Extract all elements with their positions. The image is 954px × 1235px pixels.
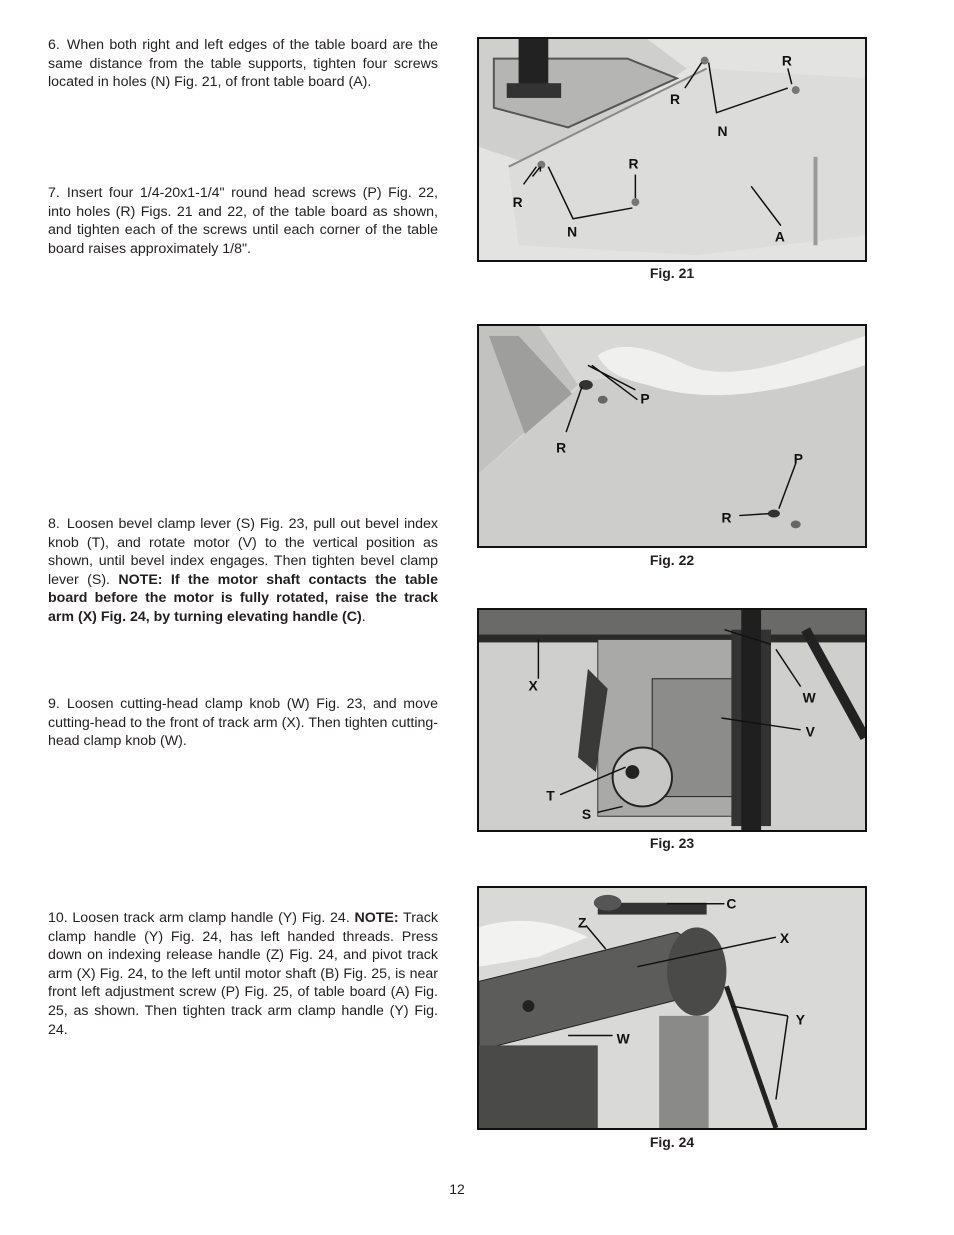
label-p: P	[793, 451, 803, 467]
label-n: N	[717, 124, 728, 140]
step-8-note: NOTE: If the motor shaft contacts the table board before the motor is fully rotated, raise the track arm (X) Fig. 24, by turning elevating handle (C)	[48, 571, 438, 625]
page-number: 12	[449, 1181, 465, 1197]
label-p: P	[640, 391, 650, 407]
step-8-text: 8. Loosen bevel clamp lever (S) Fig. 23, pull out bevel index knob (T), and rotate motor (V) to the vertical position as shown, until bevel index engages. Then tighten bevel clamp lever (S).	[48, 516, 438, 588]
label-w: W	[802, 690, 816, 706]
step-10	[48, 909, 438, 1039]
step-10-note: NOTE:	[354, 910, 399, 926]
label-v: V	[805, 724, 815, 740]
label-t: T	[546, 788, 555, 804]
caption-fig-24: Fig. 24	[649, 1134, 695, 1150]
caption-fig-22: Fig. 22	[649, 552, 695, 568]
caption-fig-21: Fig. 21	[649, 265, 695, 281]
step-8	[48, 515, 438, 627]
label-r: R	[512, 195, 523, 210]
figure-24-photo	[477, 886, 867, 1130]
label-s: S	[581, 807, 592, 823]
label-x: X	[528, 678, 538, 694]
label-w: W	[616, 1030, 630, 1047]
label-r: R	[628, 156, 639, 172]
figure-23-photo	[477, 608, 867, 832]
label-z: Z	[577, 914, 587, 931]
step-10-end: Track clamp handle (Y) Fig. 24, has left handed threads. Press down on indexing release handle (Z) Fig. 24, and pivot track arm (X) Fig. 24, to the left until motor shaft (B) Fig. 25, is near front left adjustment screw (P) Fig. 25, of table board (A) Fig. 25, as shown. Then tighten track arm clamp handle (Y) Fig. 24.	[48, 910, 438, 1038]
label-n: N	[567, 224, 578, 240]
label-y: Y	[795, 1011, 805, 1028]
label-x: X	[779, 930, 790, 947]
step-6: 6. When both right and left edges of the table board are the same distance from the table supports, tighten four screws located in holes (N) Fig. 21, of front table board (A).	[48, 37, 438, 91]
label-r: R	[670, 91, 681, 107]
step-10-text: 10. Loosen track arm clamp handle (Y) Fig. 24.	[48, 910, 355, 926]
figure-21-photo	[477, 37, 867, 262]
step-8-end: .	[361, 608, 366, 625]
label-r: R	[781, 53, 792, 69]
caption-fig-23: Fig. 23	[649, 835, 695, 851]
label-a: A	[774, 229, 785, 245]
label-c: C	[726, 895, 737, 912]
figure-22-photo	[477, 324, 867, 548]
step-9: 9. Loosen cutting-head clamp knob (W) Fig. 23, and move cutting-head to the front of track arm (X). Then tighten cutting-head clamp knob (W).	[48, 696, 438, 750]
label-r: R	[556, 440, 567, 456]
label-r: R	[721, 510, 732, 526]
step-7: 7. Insert four 1/4-20x1-1/4" round head screws (P) Fig. 22, into holes (R) Figs. 21 and 22, of the table board as shown, and tighten each of the screws until each corner of the table board raises approximately 1/8".	[48, 185, 438, 257]
